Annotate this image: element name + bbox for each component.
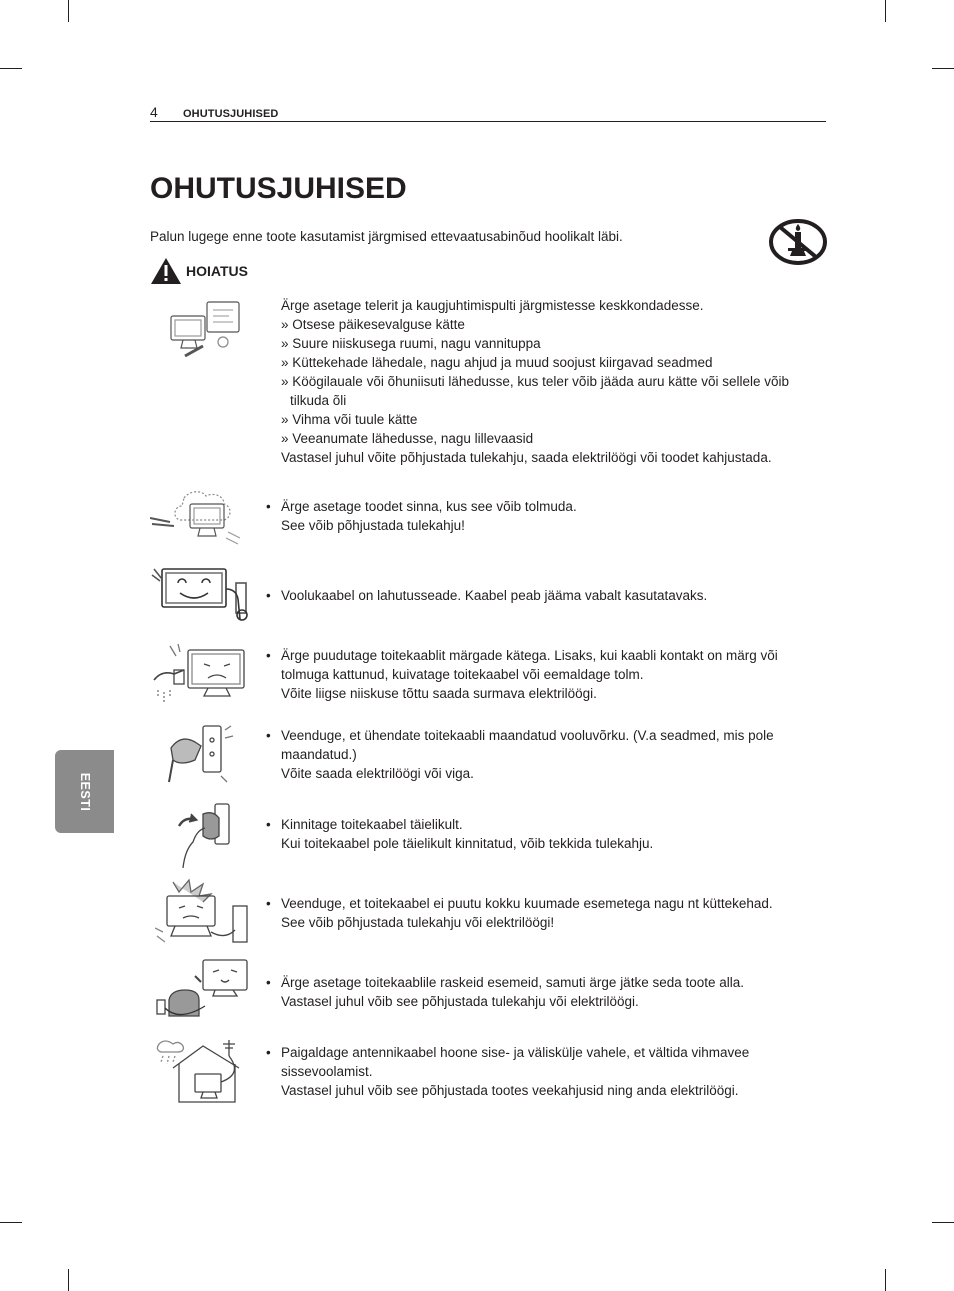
warning-line: Veenduge, et ühendate toitekaabli maandatud vooluvõrku. (V.a seadmed, mis pole: [281, 728, 774, 743]
warning-line: sissevoolamist.: [281, 1064, 373, 1079]
crop-mark: [932, 1222, 954, 1223]
bullet-glyph: •: [266, 817, 271, 832]
dust-illustration: [150, 488, 242, 546]
crop-mark: [68, 0, 69, 22]
bullet-glyph: •: [266, 499, 271, 514]
environment-item: » Küttekehade lähedale, nagu ahjud ja muud soojust kiirgavad seadmed: [281, 355, 713, 370]
warning-line: Ärge asetage toodet sinna, kus see võib tolmuda.: [281, 499, 577, 514]
environment-item: » Köögilauale või õhuniisuti lähedusse, kus teler võib jääda auru kätte või sellele võib: [281, 374, 790, 389]
warning-line: Paigaldage antennikaabel hoone sise- ja väliskülje vahele, et vältida vihmavee: [281, 1045, 750, 1060]
plug-insert-illustration: [173, 800, 237, 868]
bullet-glyph: •: [266, 648, 271, 663]
heater-cable-illustration: [155, 876, 251, 948]
warning-item: [281, 726, 774, 783]
antenna-house-illustration: [155, 1038, 251, 1106]
warning-line: See võib põhjustada tulekahju või elektrilöögi!: [281, 915, 555, 930]
running-header: OHUTUSJUHISED: [183, 108, 279, 120]
page-title: OHUTUSJUHISED: [150, 172, 407, 205]
bullet-glyph: •: [266, 1045, 271, 1060]
environment-item: » Veeanumate lähedusse, nagu lillevaasid: [281, 431, 534, 446]
warning-line: Kui toitekaabel pole täielikult kinnitatud, võib tekkida tulekahju.: [281, 836, 654, 851]
bullet-glyph: •: [266, 588, 271, 603]
warning-triangle-icon: [150, 257, 182, 285]
crop-mark: [68, 1269, 69, 1291]
environment-item: » Vihma või tuule kätte: [281, 412, 418, 427]
wet-hands-illustration: [148, 640, 254, 706]
heavy-object-illustration: [155, 956, 251, 1024]
warning-line: Võite liigse niiskuse tõttu saada surmava elektrilöögi.: [281, 686, 597, 701]
environment-warning: [281, 296, 789, 467]
page-number: 4: [150, 104, 158, 120]
warning-item: [281, 646, 778, 703]
environment-item: tilkuda õli: [290, 393, 347, 408]
grounded-outlet-illustration: [163, 720, 243, 786]
bullet-glyph: •: [266, 728, 271, 743]
warning-line: See võib põhjustada tulekahju!: [281, 518, 465, 533]
warning-line: tolmuga kattunud, kuivatage toitekaabel või eemaldage tolm.: [281, 667, 644, 682]
warning-item: [281, 815, 653, 853]
bullet-glyph: •: [266, 896, 271, 911]
bullet-glyph: •: [266, 975, 271, 990]
crop-mark: [885, 1269, 886, 1291]
warning-label: HOIATUS: [186, 263, 248, 279]
warning-line: Vastasel juhul võib see põhjustada tulekahju või elektrilöögi.: [281, 994, 639, 1009]
warning-line: Võite saada elektrilöögi või viga.: [281, 766, 474, 781]
no-candle-icon: [768, 218, 828, 266]
warning-item: [281, 1043, 749, 1100]
warning-line: Veenduge, et toitekaabel ei puutu kokku kuumade esemetega nagu nt küttekehad.: [281, 896, 773, 911]
warning-line: maandatud.): [281, 747, 357, 762]
language-tab-label: EESTI: [77, 772, 92, 811]
environment-lead: Ärge asetage telerit ja kaugjuhtimispulti järgmistesse keskkondadesse.: [281, 298, 704, 313]
environment-closing: Vastasel juhul võite põhjustada tulekahju, saada elektrilöögi või toodet kahjustada.: [281, 450, 772, 465]
crop-mark: [0, 1222, 22, 1223]
warning-item: [281, 894, 773, 932]
power-cord-access-illustration: [150, 565, 262, 627]
environment-item: » Otsese päikesevalguse kätte: [281, 317, 465, 332]
language-tab: [55, 750, 114, 833]
warning-item: [281, 973, 744, 1011]
crop-mark: [885, 0, 886, 22]
crop-mark: [932, 68, 954, 69]
environment-item: » Suure niiskusega ruumi, nagu vannituppa: [281, 336, 541, 351]
warning-line: Vastasel juhul võib see põhjustada tootes veekahjusid ning anda elektrilöögi.: [281, 1083, 739, 1098]
warning-line: Ärge asetage toitekaablile raskeid esemeid, samuti ärge jätke seda toote alla.: [281, 975, 745, 990]
intro-text: Palun lugege enne toote kasutamist järgmised ettevaatusabinõud hoolikalt läbi.: [150, 229, 623, 244]
warning-item: [281, 497, 577, 535]
warning-line: Ärge puudutage toitekaablit märgade kätega. Lisaks, kui kaabli kontakt on märg või: [281, 648, 778, 663]
warning-line: Kinnitage toitekaabel täielikult.: [281, 817, 463, 832]
tv-environment-illustration: [163, 296, 245, 360]
warning-line: Voolukaabel on lahutusseade. Kaabel peab jääma vabalt kasutatavaks.: [281, 588, 708, 603]
header-rule: [150, 121, 826, 122]
crop-mark: [0, 68, 22, 69]
warning-item: [281, 586, 707, 605]
